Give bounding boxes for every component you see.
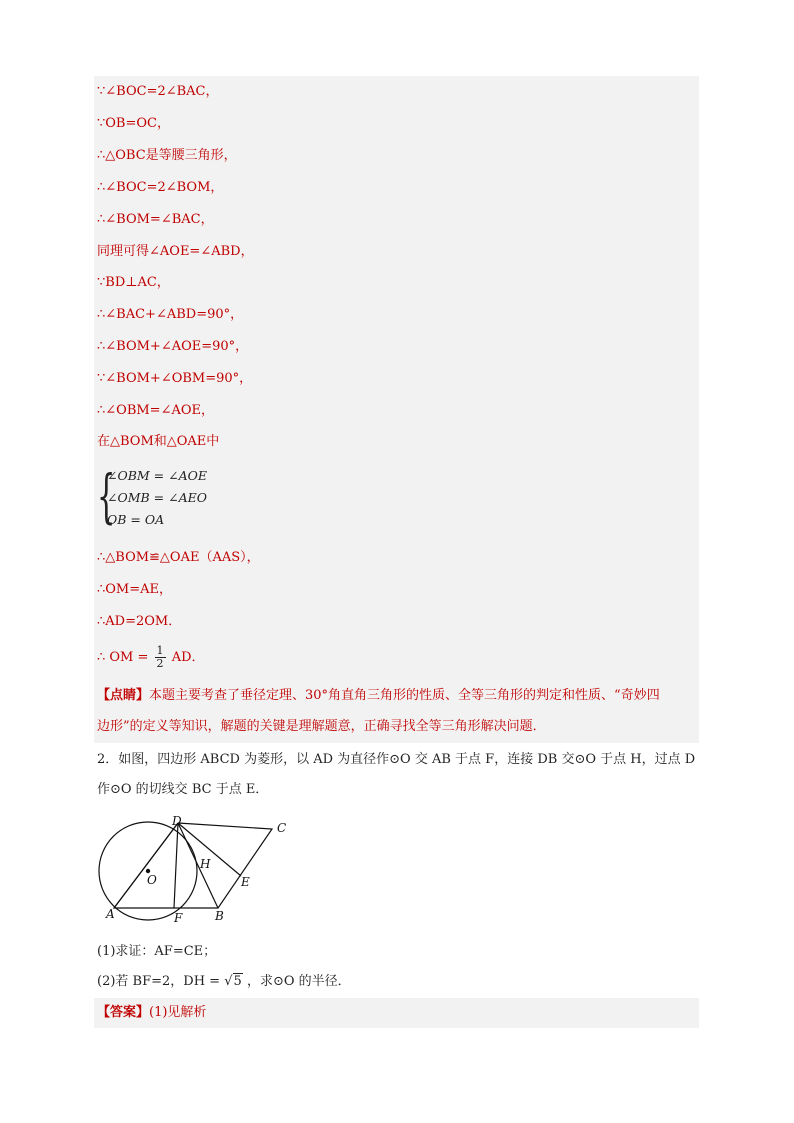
solution-line: ∴AD=2OM．	[97, 614, 182, 629]
comment-tag: 【点睛】	[97, 688, 150, 703]
problem-line-2: 作⊙O 的切线交 BC 于点 E．	[97, 782, 269, 797]
solution-line: ∴∠BOC=2∠BOM，	[97, 180, 224, 195]
solution-line: ∴∠OBM=∠AOE，	[97, 403, 215, 418]
solution-line: ∴OM=AE，	[97, 582, 173, 597]
solution-line: ∴∠BOM=∠BAC，	[97, 212, 214, 227]
question-1: (1)求证：AF=CE；	[97, 944, 217, 959]
sqrt: √5	[224, 974, 242, 989]
equation-system	[97, 462, 227, 530]
system-eq: ∠OBM = ∠AOE	[107, 468, 207, 483]
solution-line: ∴∠BAC+∠ABD=90°，	[97, 307, 244, 322]
label-E: E	[241, 875, 250, 889]
question-2	[97, 972, 351, 992]
solution-line: ∴△BOM≌△OAE（AAS），	[97, 550, 260, 565]
comment-text: 本题主要考查了垂径定理、30°角直角三角形的性质、全等三角形的判定和性质、“奇妙四	[149, 688, 660, 703]
final-suffix: AD．	[171, 650, 205, 665]
sqrt-radicand: 5	[233, 974, 242, 989]
problem-line-1: 2．如图，四边形 ABCD 为菱形，以 AD 为直径作⊙O 交 AB 于点 F，连接 DB 交⊙O 于点 H，过点 D	[97, 752, 696, 767]
solution-line: ∵BD⊥AC，	[97, 275, 170, 290]
fraction	[155, 645, 166, 670]
question-2-prefix: (2)若 BF=2，DH =	[97, 974, 221, 989]
comment-line-1	[97, 686, 660, 706]
final-prefix: ∴ OM =	[97, 650, 149, 665]
label-F: F	[174, 911, 183, 925]
fraction-num: 1	[156, 644, 164, 657]
answer-tag: 【答案】	[97, 1005, 150, 1020]
solution-line: ∴△OBC是等腰三角形，	[97, 148, 237, 163]
fraction-den: 2	[156, 657, 164, 670]
system-eq: ∠OMB = ∠AEO	[107, 490, 207, 505]
label-H: H	[200, 857, 211, 871]
solution-line: ∴∠BOM+∠AOE=90°，	[97, 339, 249, 354]
brace-icon: {	[97, 462, 116, 530]
solution-line: 在△BOM和△OAE中	[97, 434, 220, 449]
label-B: B	[215, 909, 224, 923]
answer-text: (1)见解析	[149, 1005, 207, 1020]
geometry-figure	[94, 812, 304, 928]
question-2-suffix: ，求⊙O 的半径．	[246, 974, 351, 989]
final-equation	[97, 643, 205, 673]
comment-line-2: 边形”的定义等知识，解题的关键是理解题意，正确寻找全等三角形解决问题．	[97, 719, 546, 734]
solution-line: 同理可得∠AOE=∠ABD，	[97, 244, 254, 259]
solution-line: ∵∠BOM+∠OBM=90°，	[97, 371, 253, 386]
answer-line	[97, 1003, 206, 1023]
label-C: C	[277, 821, 287, 835]
label-O: O	[147, 873, 157, 887]
system-eq: OB = OA	[107, 512, 165, 527]
solution-line: ∵OB=OC，	[97, 116, 170, 131]
label-A: A	[106, 907, 115, 921]
label-D: D	[172, 814, 182, 828]
solution-line: ∵∠BOC=2∠BAC，	[97, 84, 219, 99]
